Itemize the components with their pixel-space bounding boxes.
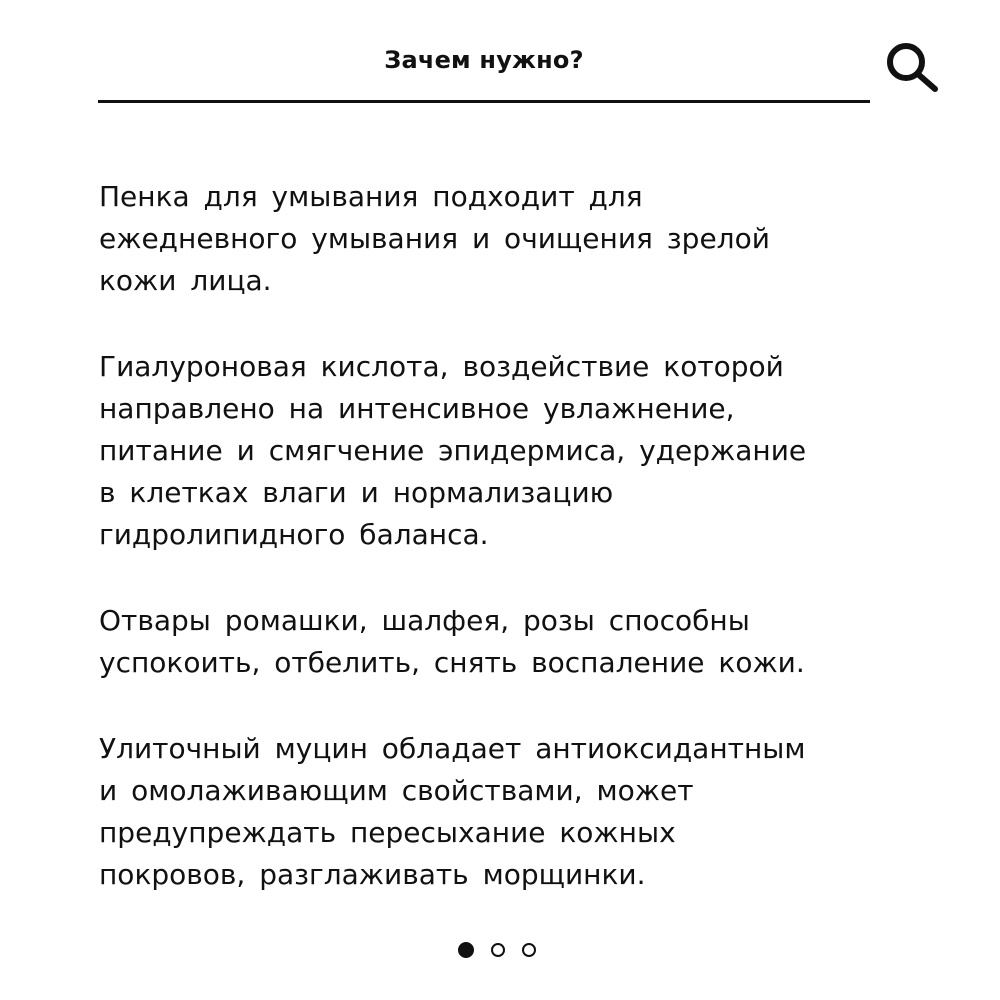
page-dot-3[interactable] [522,943,536,957]
paragraph-hyaluronic-acid: Гиалуроновая кислота, воздействие которой направлено на интенсивное увлажнение, питание и смягчение эпидермиса, удержание в клетках влаги и нормализацию гидролипидного баланса. [99,350,807,551]
search-button[interactable] [882,38,944,96]
page-dot-2[interactable] [491,943,505,957]
header [98,40,870,102]
page-title: Зачем нужно? [384,46,584,74]
header-divider [98,100,870,103]
paragraph-snail-mucin: Улиточный муцин обладает антиоксидантным и омолаживающим свойствами, может предупреждать пересыхание кожных покровов, разглаживать морщинки. [99,732,806,891]
paragraph-herbal-extracts: Отвары ромашки, шалфея, розы способны успокоить, отбелить, снять воспаление кожи. [99,604,805,679]
page-dot-1[interactable] [458,942,474,958]
paragraph-foam: Пенка для умывания подходит для ежедневного умывания и очищения зрелой кожи лица. [99,180,770,297]
pagination-dots [458,940,536,960]
description-content [99,176,899,940]
search-icon [882,38,944,96]
